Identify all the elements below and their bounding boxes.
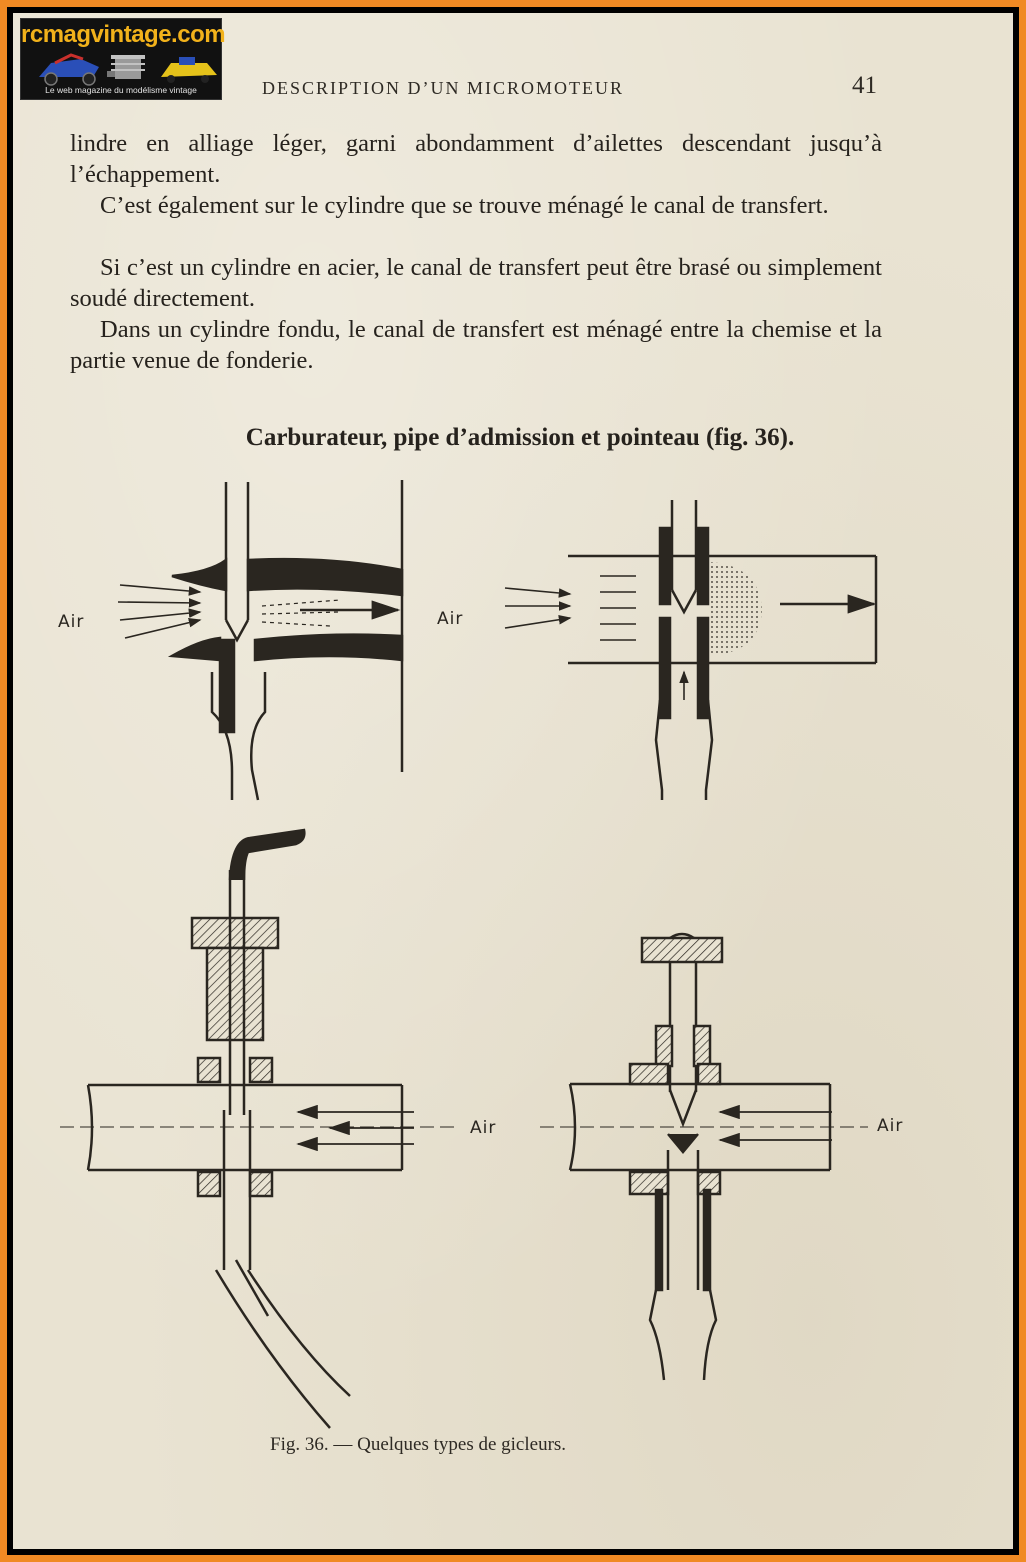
logo-title: rcmagvintage.com [21,21,226,48]
air-label-bottom-right: Air [877,1116,904,1136]
running-head: DESCRIPTION D’UN MICROMOTEUR [262,78,625,98]
figure-caption: Fig. 36. — Quelques types de gicleurs. [270,1434,567,1455]
air-label-bottom-left: Air [470,1118,497,1138]
section-heading: Carburateur, pipe d’admission et pointeau (fig. 36). [245,424,795,451]
needle-valve-straight-diagram [540,934,868,1380]
paragraph-1: lindre en alliage léger, garni abondamment d’ailettes descendant jusqu’à l’échappement. [70,130,882,188]
tube-jet-diagram [505,500,876,800]
paragraph-4: Dans un cylindre fondu, le canal de transfert est ménagé entre la chemise et la partie venue de fonderie. [70,316,882,374]
venturi-jet-diagram [118,480,402,800]
logo-tagline: Le web magazine du modélisme vintage [45,85,197,95]
page-number: 41 [852,72,877,99]
air-label-top-right: Air [437,609,464,629]
paragraph-2: C’est également sur le cylindre que se trouve ménagé le canal de transfert. [100,192,829,219]
paragraph-3: Si c’est un cylindre en acier, le canal de transfert peut être brasé ou simplement soudé directement. [70,254,882,312]
air-label-top-left: Air [58,612,85,632]
needle-valve-bent-diagram [60,830,460,1428]
